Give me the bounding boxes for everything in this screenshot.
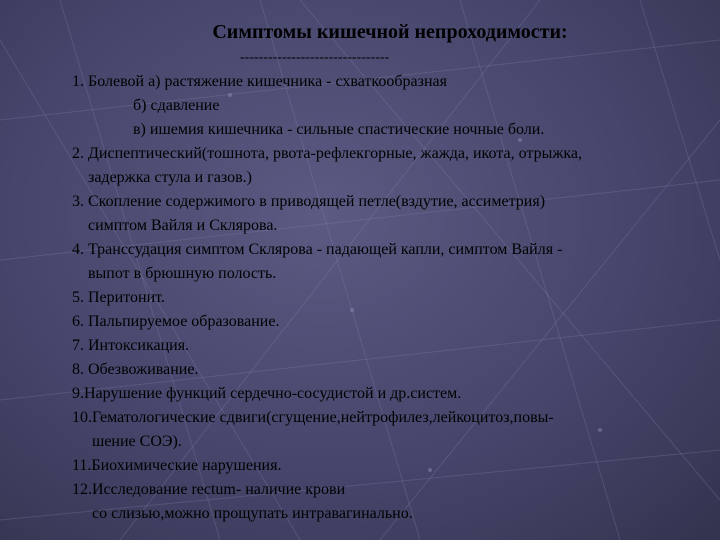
symptom-line-12: 12.Исследование rectum- наличие крови [72, 481, 346, 498]
symptom-line-12-cont: со слизью,можно прощупать интравагинально. [92, 505, 413, 522]
symptom-line-8: 8. Обезвоживание. [72, 361, 199, 378]
symptom-line-2-cont: задержка стула и газов.) [88, 169, 252, 186]
symptom-line-4-cont: выпот в брюшную полость. [88, 265, 277, 282]
symptom-line-4: 4. Транссудация симптом Склярова - падающей капли, симптом Вайля - [72, 241, 563, 258]
symptom-line-9: 9.Нарушение функций сердечно-сосудистой и др.систем. [72, 385, 462, 402]
symptom-line-3-cont: симптом Вайля и Склярова. [88, 217, 278, 234]
symptom-line-1: 1. Болевой а) растяжение кишечника - схваткообразная [72, 73, 447, 90]
slide-title: Симптомы кишечной непроходимости: [212, 21, 568, 43]
symptom-line-5: 5. Перитонит. [72, 289, 165, 306]
symptom-line-10-cont: шение СОЭ). [92, 433, 182, 450]
symptom-line-1b: б) сдавление [133, 97, 220, 114]
symptom-line-11: 11.Биохимические нарушения. [72, 457, 282, 474]
symptom-line-2: 2. Диспептический(тошнота, рвота-рефлекгорные, жажда, икота, отрыжка, [72, 145, 582, 162]
symptom-line-1c: в) ишемия кишечника - сильные спастические ночные боли. [133, 121, 545, 138]
symptom-line-6: 6. Пальпируемое образование. [72, 313, 280, 330]
symptom-line-7: 7. Интоксикация. [72, 337, 190, 354]
title-divider: -------------------------------- [240, 50, 390, 65]
symptom-line-3: 3. Скопление содержимого в приводящей петле(вздутие, ассиметрия) [72, 193, 546, 210]
symptom-line-10: 10.Гематологические сдвиги(сгущение,нейтрофилез,лейкоцитоз,повы- [72, 409, 554, 426]
